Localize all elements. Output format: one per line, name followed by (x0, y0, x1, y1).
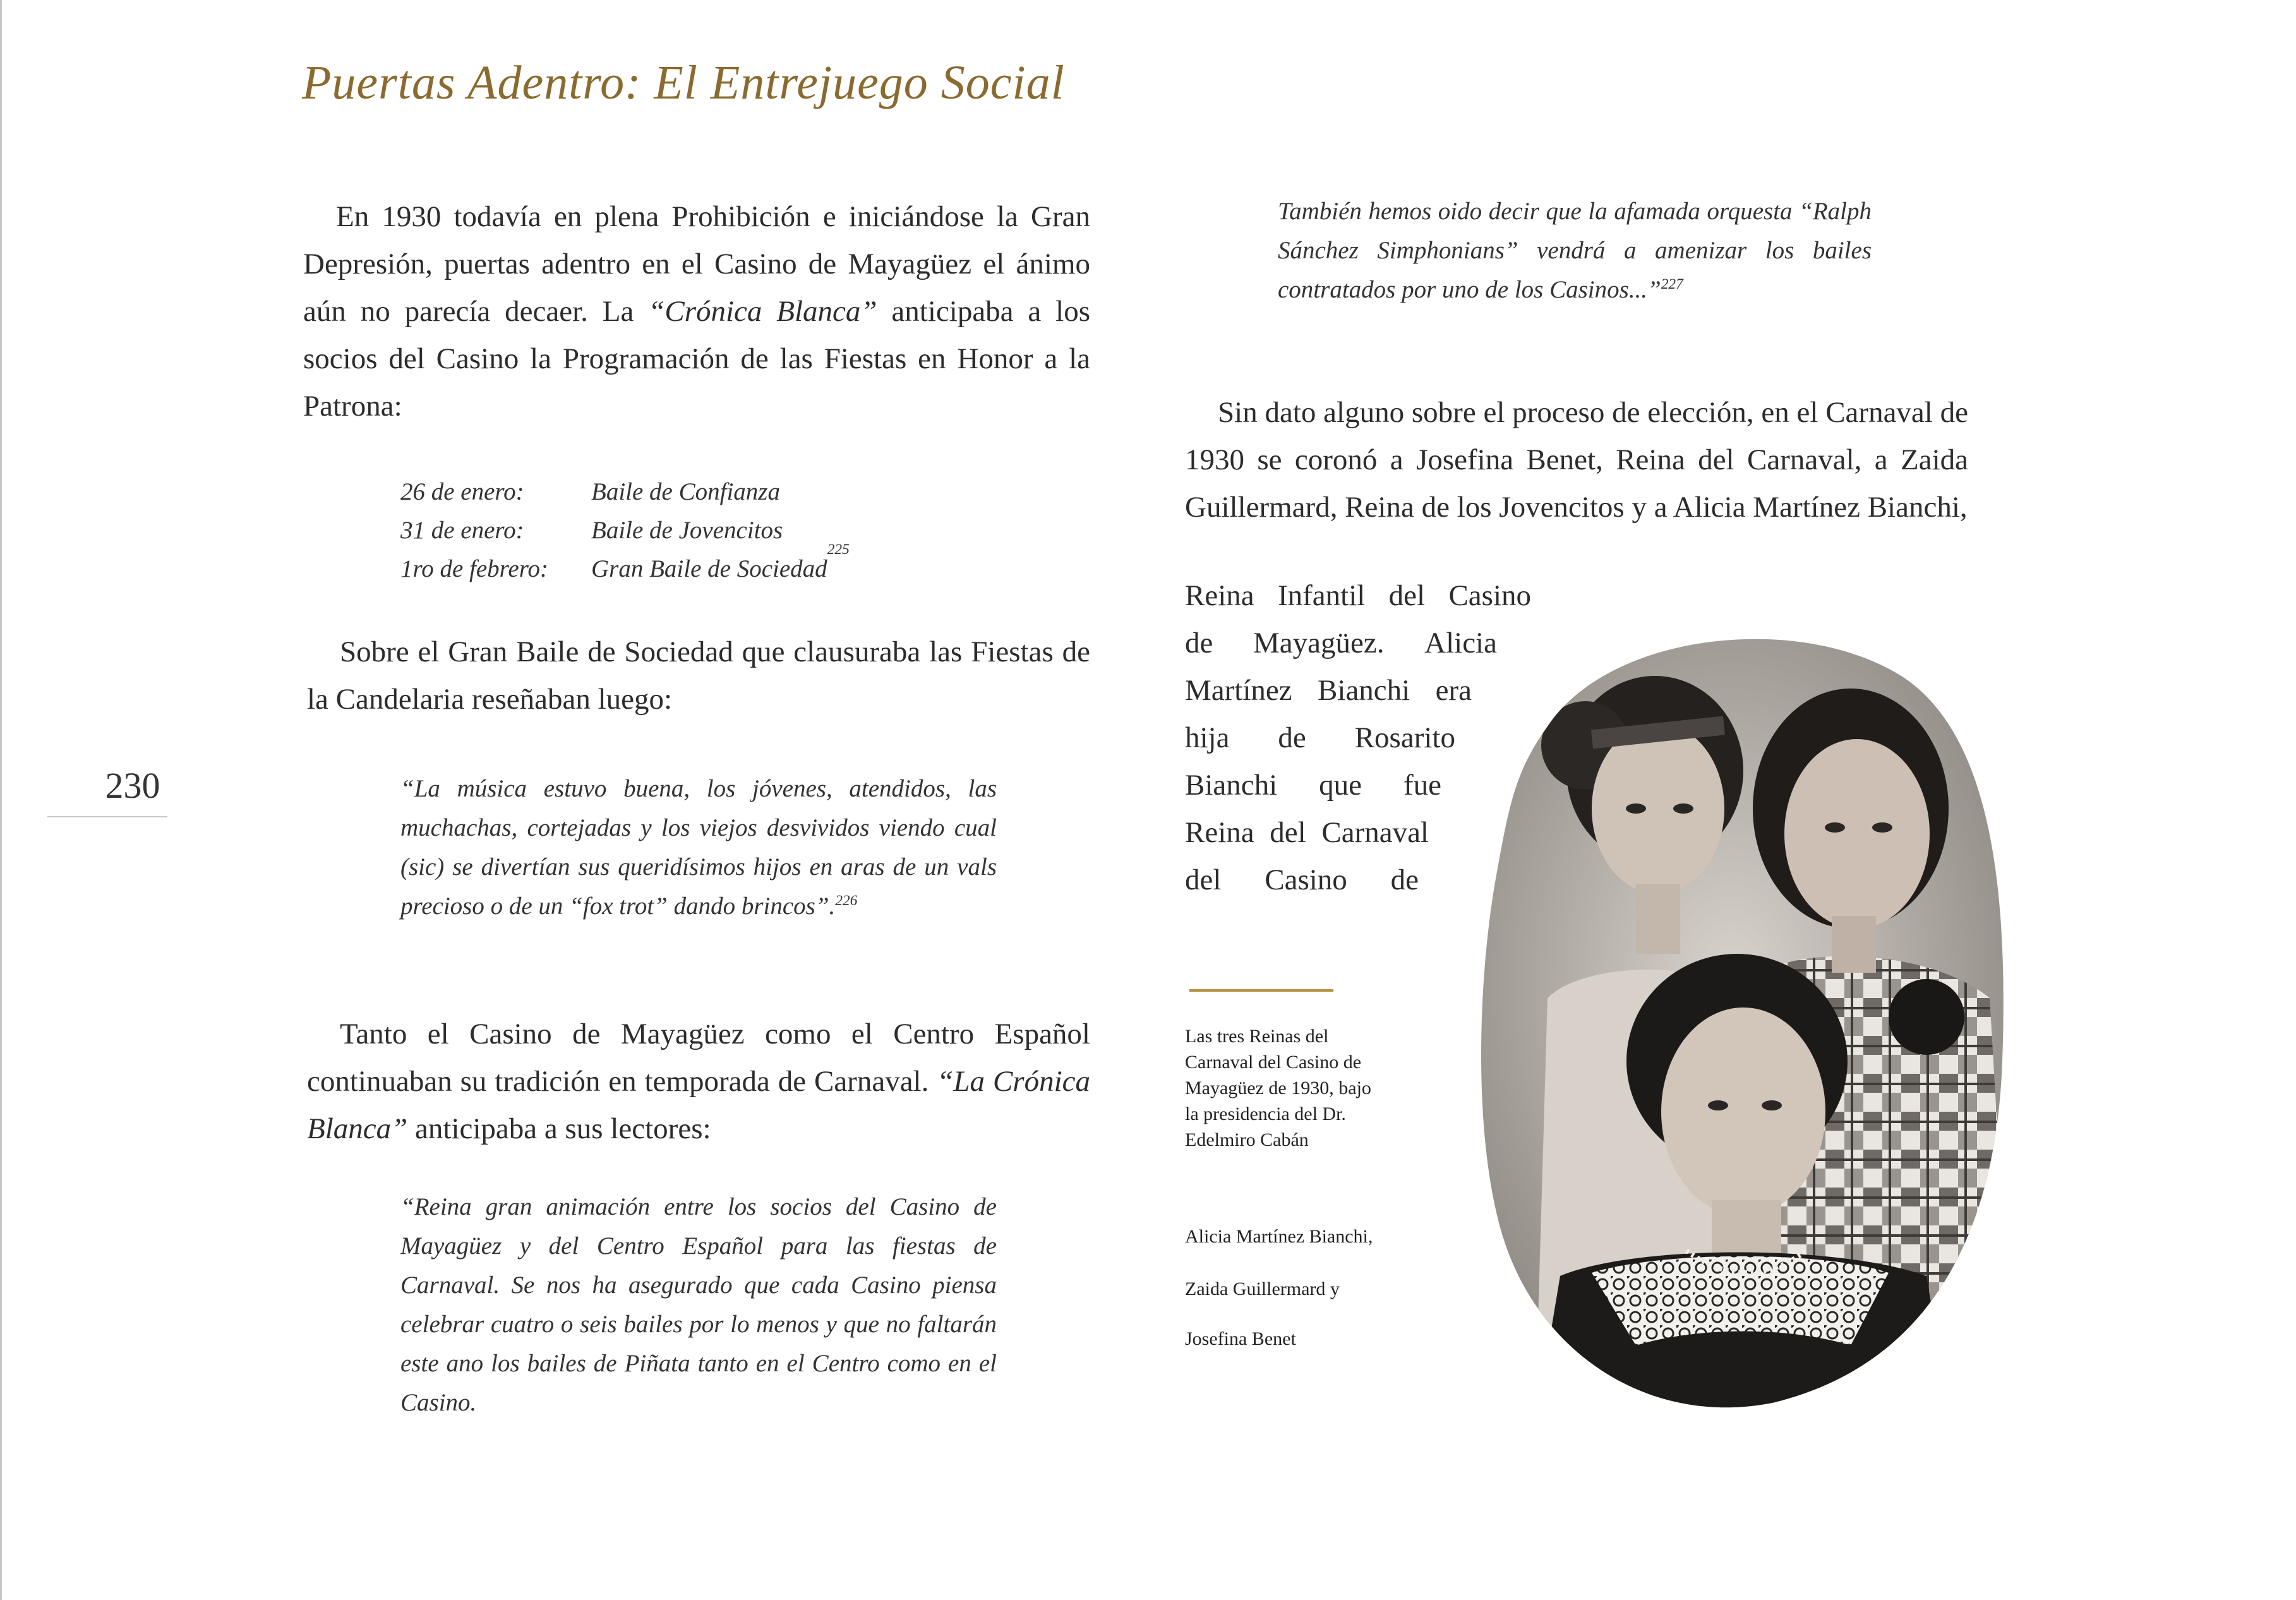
quote-2-text: “Reina gran animación entre los socios del Casino de Mayagüez y del Centro Español para las fiestas de Carnaval. Se nos ha asegurado que cada Casino piensa celebrar cuatro o seis bailes por lo menos y que no faltarán este ano los bailes de Piñata tanto en el Centro como en el Casino. (400, 1193, 997, 1416)
schedule-date: 26 de enero: (400, 478, 524, 505)
schedule-row (400, 541, 850, 588)
quote-2 (400, 1188, 997, 1423)
wrap-line: del Casino de (1185, 863, 1419, 896)
wrap-line: Bianchi que fue (1185, 769, 1441, 802)
quote-1-text: “La música estuvo buena, los jóvenes, atendidos, las muchachas, cortejadas y los viejos desvividos viendo cual (sic) se divertían sus queridísimos hijos en aras de un vals precioso o de un “fox trot” dando brincos”. (400, 775, 997, 920)
wrap-line: Reina Infantil del Casino (1185, 579, 1531, 612)
quote-top-text: También hemos oido decir que la afamada orquesta “Ralph Sánchez Simphonians” vendrá a amenizar los bailes contratados por uno de los Casinos...” (1278, 198, 1872, 303)
wrap-line: Reina del Carnaval (1185, 816, 1429, 849)
schedule-row (400, 511, 850, 550)
schedule-event: Gran Baile de Sociedad (591, 555, 827, 582)
photo-caption: Las tres Reinas del Carnaval del Casino de Mayagüez de 1930, bajo la presidencia del Dr. Edelmiro Cabán (1185, 1026, 1371, 1150)
page-number: 230 (105, 765, 160, 806)
wrap-line: Martínez Bianchi era (1185, 674, 1472, 707)
schedule-date: 31 de enero: (400, 517, 524, 544)
caption-name: Zaida Guillermard y (1185, 1278, 1340, 1299)
paragraph-3 (307, 1011, 1090, 1153)
wrap-line: hija de Rosarito (1185, 721, 1455, 754)
schedule-event: Baile de Confianza (591, 478, 780, 505)
wrap-line: de Mayagüez. Alicia (1185, 627, 1497, 659)
paragraph-2 (307, 629, 1090, 723)
paragraph-1-tail: anticipaba a los socios del Casino la Programación de las Fiestas en Honor a la Patrona: (303, 295, 1090, 423)
paragraph-3-text: Tanto el Casino de Mayagüez como el Centro Español continuaban su tradición en temporada de Carnaval. (307, 1018, 1090, 1098)
paragraph-3-tail: anticipaba a sus lectores: (407, 1112, 711, 1145)
portrait-photo (1446, 619, 2015, 1428)
footnote-ref: 226 (835, 893, 858, 909)
quote-1 (400, 769, 997, 926)
footnote-ref: 225 (827, 541, 850, 558)
schedule-list (400, 472, 850, 588)
caption-name: Alicia Martínez Bianchi, (1185, 1226, 1373, 1247)
caption-rule (1189, 989, 1333, 992)
paragraph-1 (303, 193, 1090, 430)
schedule-row (400, 472, 850, 511)
footnote-ref: 227 (1661, 276, 1683, 292)
schedule-event: Baile de Jovencitos (591, 517, 783, 544)
paragraph-1-text: En 1930 todavía en plena Prohibición e iniciándose la Gran Depresión, puertas adentro en el Casino de Mayagüez el ánimo aún no parecía decaer. La (303, 200, 1090, 328)
paragraph-1-emphasis: “Crónica Blanca” (648, 295, 877, 328)
page-number-rule (47, 816, 167, 817)
paragraph-2-text: Sobre el Gran Baile de Sociedad que clausuraba las Fiestas de la Candelaria reseñaban luego: (307, 635, 1090, 716)
paragraph-right (1185, 389, 1968, 531)
schedule-date: 1ro de febrero: (400, 555, 548, 582)
page-title: Puertas Adentro: El Entrejuego Social (302, 56, 1065, 109)
paragraph-3-emphasis: “La Crónica Blanca” (307, 1065, 1090, 1145)
paragraph-right-text: Sin dato alguno sobre el proceso de elección, en el Carnaval de 1930 se coronó a Josefina Benet, Reina del Carnaval, a Zaida Guillermard, Reina de los Jovencitos y a Alicia Martínez Bianchi, (1185, 396, 1968, 524)
caption-name: Josefina Benet (1185, 1328, 1296, 1349)
page-edge-rule (0, 0, 2, 1600)
photo-image (1446, 619, 2015, 1428)
quote-top (1278, 192, 1872, 310)
